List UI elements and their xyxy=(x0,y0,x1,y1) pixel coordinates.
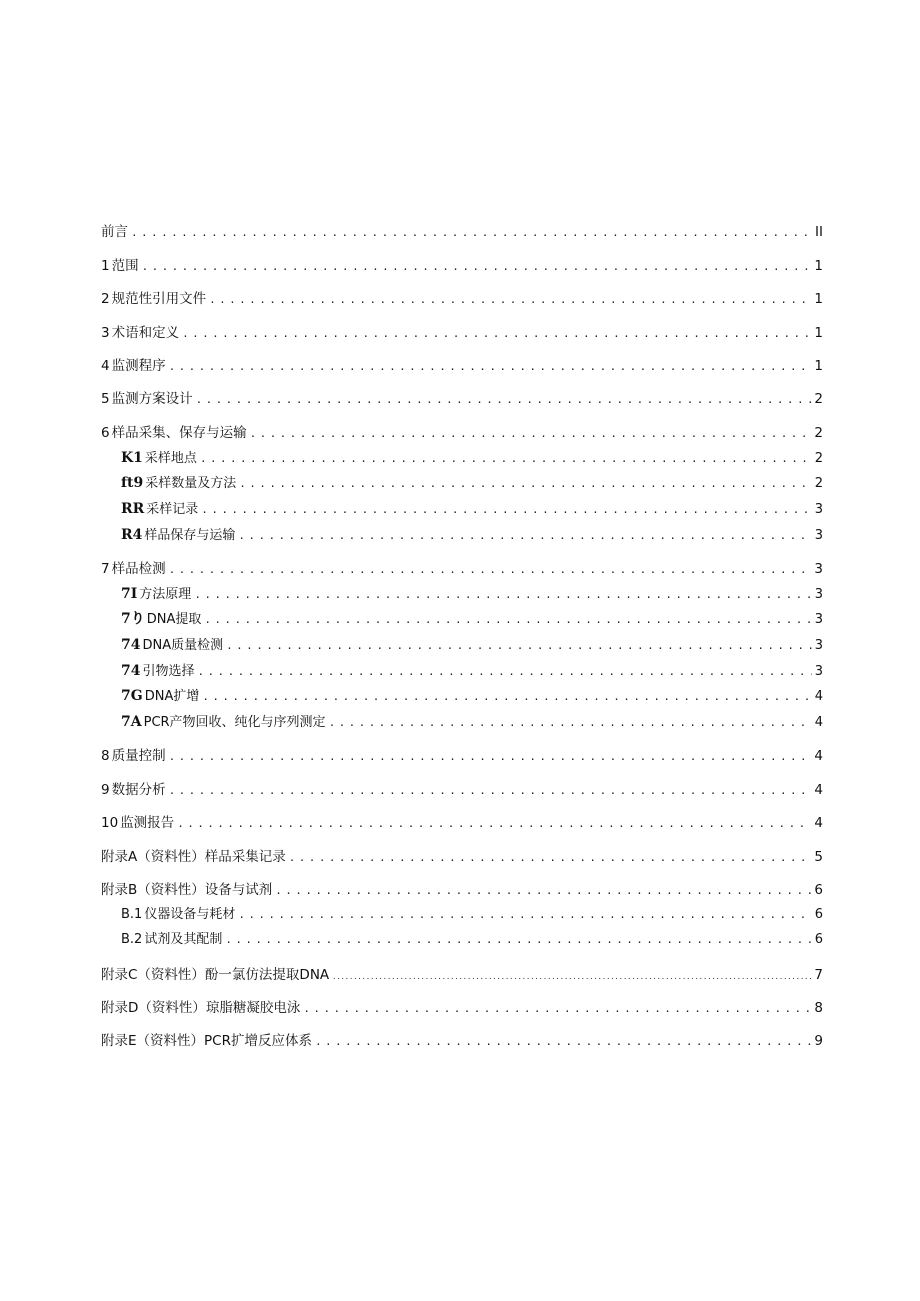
toc-entry-page-number: 1 xyxy=(814,358,823,374)
toc-entry-page-number: 2 xyxy=(814,391,823,407)
toc-entry[interactable] xyxy=(101,635,823,656)
toc-entry-title: 质量控制 xyxy=(111,748,166,764)
toc-entry-page-number: 3 xyxy=(814,502,823,517)
toc-entry-title: 附录D（资料性）琼脂糖凝胶电泳 xyxy=(101,1000,301,1016)
toc-entry-number: R4 xyxy=(121,527,143,543)
toc-entry-title: 监测程序 xyxy=(111,358,166,374)
toc-entry-page-number: 8 xyxy=(814,1000,823,1016)
toc-entry[interactable] xyxy=(101,584,823,605)
toc-dot-leader xyxy=(225,930,811,950)
toc-dot-leader xyxy=(275,881,811,901)
toc-entry[interactable] xyxy=(101,930,823,950)
toc-dot-leader xyxy=(182,324,811,344)
toc-entry-number: RR xyxy=(121,501,145,517)
toc-entry-number: 6 xyxy=(101,425,110,441)
toc-dot-leader xyxy=(202,687,811,707)
toc-entry-title: 样品检测 xyxy=(111,561,166,577)
toc-entry-title: 术语和定义 xyxy=(111,325,180,341)
toc-dot-leader xyxy=(177,814,811,834)
toc-entry[interactable] xyxy=(101,880,823,901)
toc-entry-page-number: 3 xyxy=(814,664,823,679)
toc-entry-page-number: 4 xyxy=(814,715,823,730)
toc-entry-number: 7り xyxy=(121,611,145,627)
toc-entry-page-number: 3 xyxy=(814,638,823,653)
toc-entry-title: 采样记录 xyxy=(146,502,199,517)
toc-dot-leader xyxy=(238,905,811,925)
toc-entry-page-number: 6 xyxy=(814,907,823,922)
toc-entry-page-number: 4 xyxy=(814,689,823,704)
toc-entry[interactable] xyxy=(101,423,823,444)
toc-dot-leader xyxy=(209,290,811,310)
toc-dot-leader xyxy=(142,257,812,277)
toc-dot-leader xyxy=(204,610,811,630)
toc-dot-leader xyxy=(198,662,812,682)
toc-dot-leader xyxy=(238,526,811,546)
toc-dot-leader xyxy=(303,999,811,1019)
toc-dot-leader xyxy=(196,390,812,410)
toc-entry-page-number: 4 xyxy=(814,748,823,764)
toc-entry-number: 7G xyxy=(121,688,143,704)
toc-dot-leader xyxy=(332,967,811,987)
toc-dot-leader xyxy=(200,449,812,469)
toc-dot-leader xyxy=(250,424,812,444)
toc-entry-number: 2 xyxy=(101,291,110,307)
toc-entry-title: 仪器设备与耗材 xyxy=(144,907,236,922)
toc-entry-title: 附录B（资料性）设备与试剂 xyxy=(101,882,273,898)
toc-entry-page-number: 3 xyxy=(814,528,823,543)
toc-entry[interactable] xyxy=(101,289,823,310)
toc-entry[interactable] xyxy=(101,780,823,801)
toc-entry-number: B.2 xyxy=(121,932,143,947)
toc-entry-title: 规范性引用文件 xyxy=(111,291,207,307)
toc-entry-number: 7 xyxy=(101,561,110,577)
toc-entry-page-number: 2 xyxy=(814,476,823,491)
toc-entry[interactable] xyxy=(101,746,823,767)
toc-entry-number: 7A xyxy=(121,714,142,730)
toc-entry[interactable] xyxy=(101,1031,823,1052)
toc-entry-number: 5 xyxy=(101,391,110,407)
toc-dot-leader xyxy=(131,223,812,243)
toc-entry-title: 样品采集、保存与运输 xyxy=(111,425,247,441)
toc-entry-number: 7I xyxy=(121,586,138,602)
toc-entry[interactable] xyxy=(101,686,823,707)
toc-entry-page-number: 9 xyxy=(814,1033,823,1049)
toc-entry[interactable] xyxy=(101,389,823,410)
toc-entry[interactable] xyxy=(101,499,823,520)
toc-entry[interactable] xyxy=(101,323,823,344)
toc-entry-number: 9 xyxy=(101,782,110,798)
toc-dot-leader xyxy=(169,747,812,767)
toc-entry-title: 样品保存与运输 xyxy=(144,528,236,543)
toc-entry-title: 试剂及其配制 xyxy=(144,932,223,947)
toc-entry[interactable] xyxy=(101,712,823,733)
toc-entry-page-number: 4 xyxy=(814,782,823,798)
toc-entry-page-number: 6 xyxy=(814,882,823,898)
toc-dot-leader xyxy=(315,1032,811,1052)
toc-entry-page-number: 3 xyxy=(814,587,823,602)
toc-entry-page-number: 7 xyxy=(814,967,823,983)
toc-entry-title: PCR产物回收、纯化与序列测定 xyxy=(143,715,326,730)
toc-entry-page-number: 1 xyxy=(814,258,823,274)
toc-dot-leader xyxy=(329,713,812,733)
toc-entry-title: 附录A（资料性）样品采集记录 xyxy=(101,849,286,865)
toc-dot-leader xyxy=(194,585,811,605)
toc-entry-page-number: 3 xyxy=(814,612,823,627)
toc-entry[interactable] xyxy=(101,559,823,580)
toc-entry[interactable] xyxy=(101,998,823,1019)
toc-entry[interactable] xyxy=(101,661,823,682)
toc-entry[interactable] xyxy=(101,905,823,925)
toc-entry-page-number: 1 xyxy=(814,325,823,341)
toc-dot-leader xyxy=(169,357,812,377)
toc-entry[interactable] xyxy=(101,473,823,494)
toc-entry-title: DNA质量检测 xyxy=(142,638,224,653)
toc-entry[interactable] xyxy=(101,813,823,834)
toc-dot-leader xyxy=(201,500,811,520)
toc-entry[interactable] xyxy=(101,356,823,377)
toc-entry-number: 8 xyxy=(101,748,110,764)
toc-dot-leader xyxy=(169,781,812,801)
toc-dot-leader xyxy=(226,636,812,656)
toc-entry-title: 采样地点 xyxy=(144,451,197,466)
toc-entry-number: 4 xyxy=(101,358,110,374)
toc-entry-title: 数据分析 xyxy=(111,782,166,798)
toc-entry-number: B.1 xyxy=(121,907,143,922)
toc-entry-number: K1 xyxy=(121,450,143,466)
toc-entry-title: 范围 xyxy=(111,258,139,274)
toc-entry-title: 监测方案设计 xyxy=(111,391,193,407)
toc-entry-page-number: II xyxy=(815,224,823,240)
toc-dot-leader xyxy=(169,560,812,580)
toc-entry[interactable] xyxy=(101,222,823,243)
toc-entry-page-number: 3 xyxy=(814,561,823,577)
toc-entry-title: 附录E（资料性）PCR扩增反应体系 xyxy=(101,1033,312,1049)
toc-dot-leader xyxy=(289,848,812,868)
toc-dot-leader xyxy=(239,474,811,494)
toc-entry-title: 采样数量及方法 xyxy=(145,476,237,491)
toc-entry-page-number: 2 xyxy=(814,425,823,441)
toc-entry[interactable] xyxy=(101,847,823,868)
toc-entry[interactable] xyxy=(101,448,823,469)
toc-entry-number: 74 xyxy=(121,663,141,679)
toc-entry-number: ft9 xyxy=(121,475,144,491)
toc-entry[interactable] xyxy=(101,609,823,630)
toc-entry[interactable] xyxy=(101,965,823,987)
toc-entry-title: DNA提取 xyxy=(146,612,202,627)
toc-entry[interactable] xyxy=(101,525,823,546)
toc-entry-number: 1 xyxy=(101,258,110,274)
toc-entry-page-number: 5 xyxy=(814,849,823,865)
toc-entry-page-number: 2 xyxy=(814,451,823,466)
toc-entry-title: 监测报告 xyxy=(120,815,175,831)
toc-entry-number: 3 xyxy=(101,325,110,341)
toc-entry-number: 10 xyxy=(101,815,119,831)
toc-entry-page-number: 6 xyxy=(814,932,823,947)
toc-entry-title: DNA扩增 xyxy=(144,689,200,704)
toc-entry-title: 引物选择 xyxy=(142,664,195,679)
toc-entry-title: 附录C（资料性）酚一氯仿法提取DNA xyxy=(101,967,330,983)
toc-entry-page-number: 4 xyxy=(814,815,823,831)
toc-entry-title: 方法原理 xyxy=(139,587,192,602)
toc-entry[interactable] xyxy=(101,256,823,277)
toc-entry-number: 74 xyxy=(121,637,141,653)
toc-entry-page-number: 1 xyxy=(814,291,823,307)
toc-entry-title: 前言 xyxy=(101,224,128,240)
